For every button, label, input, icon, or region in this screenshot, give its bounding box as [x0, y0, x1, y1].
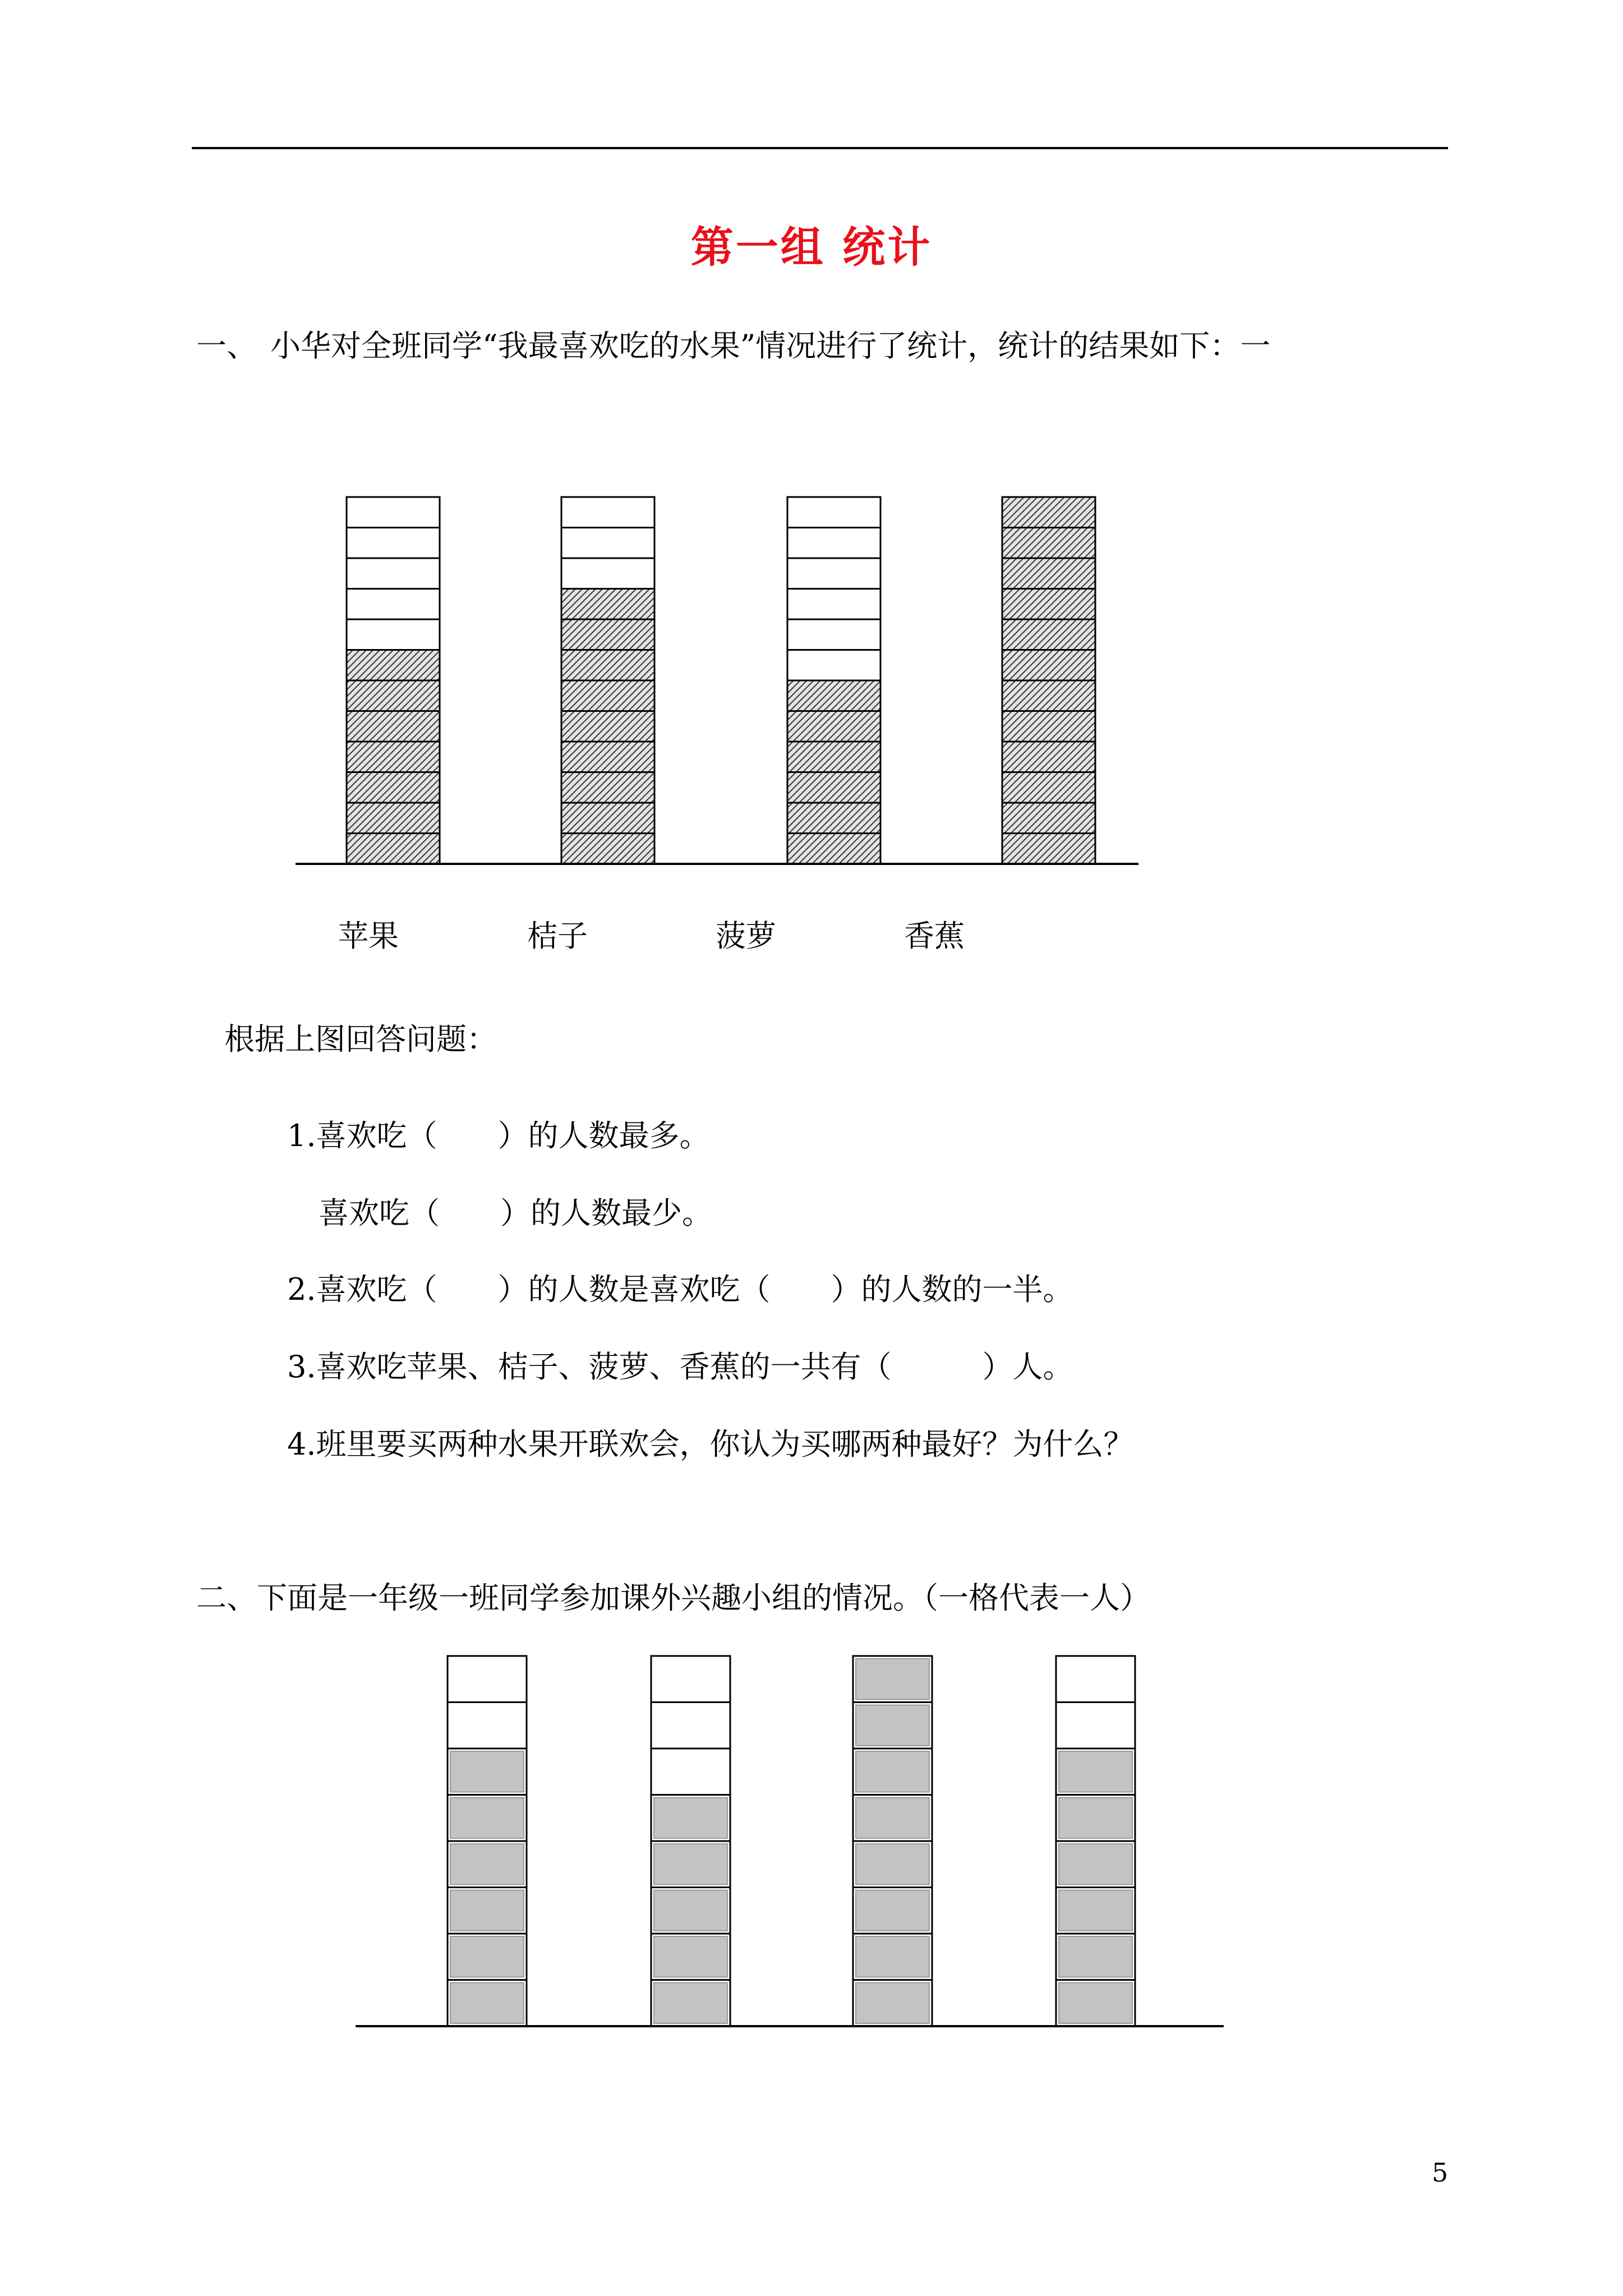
- page-number: 5: [1432, 2157, 1449, 2188]
- empty-cell: [1056, 1703, 1135, 1749]
- cell-fill: [1059, 1890, 1132, 1931]
- bar: [448, 1656, 527, 2026]
- cell-fill: [856, 1705, 929, 1746]
- category-label: 桔子: [527, 918, 588, 954]
- cell-fill: [450, 1798, 524, 1839]
- bar: [651, 1656, 730, 2026]
- cell-fill: [1059, 1936, 1132, 1977]
- cell-fill: [450, 1844, 524, 1885]
- category-label: 香蕉: [904, 918, 965, 954]
- cell-fill: [654, 1983, 727, 2024]
- cell-fill: [450, 1751, 524, 1792]
- cell-fill: [450, 1890, 524, 1931]
- cell-fill: [654, 1798, 727, 1839]
- cell-fill: [1059, 1798, 1132, 1839]
- category-label: 苹果: [338, 918, 399, 954]
- question-item: 2.喜欢吃（ ）的人数是喜欢吃（ ）的人数的一半。: [287, 1272, 1073, 1307]
- cell-fill: [856, 1890, 929, 1931]
- cell-fill: [856, 1844, 929, 1885]
- bar: [1056, 1656, 1135, 2026]
- answer-intro: 根据上图回答问题：: [224, 1022, 497, 1057]
- question-item: 4.班里要买两种水果开联欢会，你认为买哪两种最好？为什么？: [287, 1427, 1134, 1462]
- cell-fill: [856, 1751, 929, 1792]
- question-item: 喜欢吃（ ）的人数最少。: [319, 1195, 712, 1231]
- empty-cell: [651, 1703, 730, 1749]
- cell-fill: [1059, 1844, 1132, 1885]
- question-item: 1.喜欢吃（ ）的人数最多。: [287, 1118, 710, 1153]
- empty-cell: [448, 1703, 527, 1749]
- cell-fill: [450, 1936, 524, 1977]
- cell-fill: [856, 1936, 929, 1977]
- cell-fill: [856, 1659, 929, 1700]
- page-title: 第一组 统计: [690, 222, 933, 272]
- empty-cell: [651, 1749, 730, 1795]
- cell-fill: [856, 1798, 929, 1839]
- question-1-prompt: 小华对全班同学“我最喜欢吃的水果”情况进行了统计，统计的结果如下：一: [270, 328, 1271, 364]
- cell-fill: [1059, 1751, 1132, 1792]
- category-label: 菠萝: [716, 918, 776, 954]
- empty-cell: [651, 1656, 730, 1703]
- cell-fill: [654, 1844, 727, 1885]
- question-1-number: 一、: [196, 328, 257, 364]
- empty-cell: [448, 1656, 527, 1703]
- question-item: 3.喜欢吃苹果、桔子、菠萝、香蕉的一共有（ ）人。: [287, 1349, 1073, 1384]
- cell-fill: [450, 1983, 524, 2024]
- question-2-prompt: 二、下面是一年级一班同学参加课外兴趣小组的情况。（一格代表一人）: [196, 1580, 1150, 1616]
- cell-fill: [654, 1936, 727, 1977]
- cell-fill: [856, 1983, 929, 2024]
- empty-cell: [1056, 1656, 1135, 1703]
- cell-fill: [654, 1890, 727, 1931]
- bar: [853, 1656, 932, 2026]
- cell-fill: [1059, 1983, 1132, 2024]
